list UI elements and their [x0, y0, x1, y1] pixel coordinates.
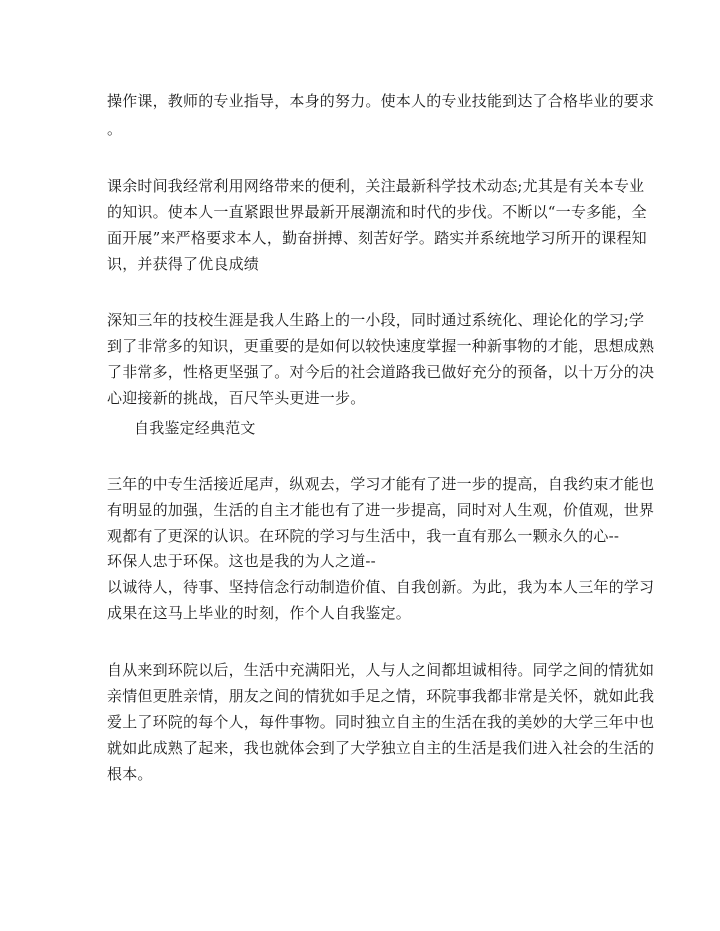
text-line: 课余时间我经常利用网络带来的便利，关注最新科学技术动态;尤其是有关本专业: [107, 177, 645, 195]
text-line: 。: [107, 120, 123, 138]
text-line: 的知识。使本人一直紧跟世界最新开展潮流和时代的步伐。不断以“一专多能，全: [107, 203, 647, 221]
text-line: 心迎接新的挑战，百尺竿头更进一步。: [107, 389, 366, 407]
text-line: 爱上了环院的每个人，每件事物。同时独立自主的生活在我的美妙的大学三年中也: [107, 713, 655, 731]
text-line: 操作课，教师的专业指导，本身的努力。使本人的专业技能到达了合格毕业的要求: [107, 92, 655, 110]
text-line: 到了非常多的知识，更重要的是如何以较快速度掌握一种新事物的才能，思想成熟: [107, 337, 655, 355]
text-line: 识，并获得了优良成绩: [107, 255, 260, 273]
text-line: 以诚待人，待事、坚持信念行动制造价值、自我创新。为此，我为本人三年的学习: [107, 578, 655, 596]
text-line: 有明显的加强，生活的自主才能也有了进一步提高，同时对人生观，价值观，世界: [107, 501, 655, 519]
section-heading: 自我鉴定经典范文: [134, 419, 256, 437]
text-line: 成果在这马上毕业的时刻，作个人自我鉴定。: [107, 604, 412, 622]
text-line: 环保人忠于环保。这也是我的为人之道--: [107, 552, 376, 570]
text-line: 了非常多，性格更坚强了。对今后的社会道路我已做好充分的预备，以十万分的决: [107, 363, 655, 381]
text-line: 观都有了更深的认识。在环院的学习与生活中，我一直有那么一颗永久的心--: [107, 527, 620, 545]
text-line: 自从来到环院以后，生活中充满阳光，人与人之间都坦诚相待。同学之间的情犹如: [107, 661, 655, 679]
text-line: 根本。: [107, 765, 153, 783]
text-line: 亲情但更胜亲情，朋友之间的情犹如手足之情，环院事我都非常是关怀，就如此我: [107, 687, 655, 705]
text-line: 就如此成熟了起来，我也就体会到了大学独立自主的生活是我们进入社会的生活的: [107, 739, 655, 757]
text-line: 三年的中专生活接近尾声，纵观去，学习才能有了进一步的提高，自我约束才能也: [107, 475, 655, 493]
text-line: 面开展”来严格要求本人，勤奋拼搏、刻苦好学。踏实并系统地学习所开的课程知: [107, 229, 647, 247]
text-line: 深知三年的技校生涯是我人生路上的一小段，同时通过系统化、理论化的学习;学: [107, 311, 645, 329]
